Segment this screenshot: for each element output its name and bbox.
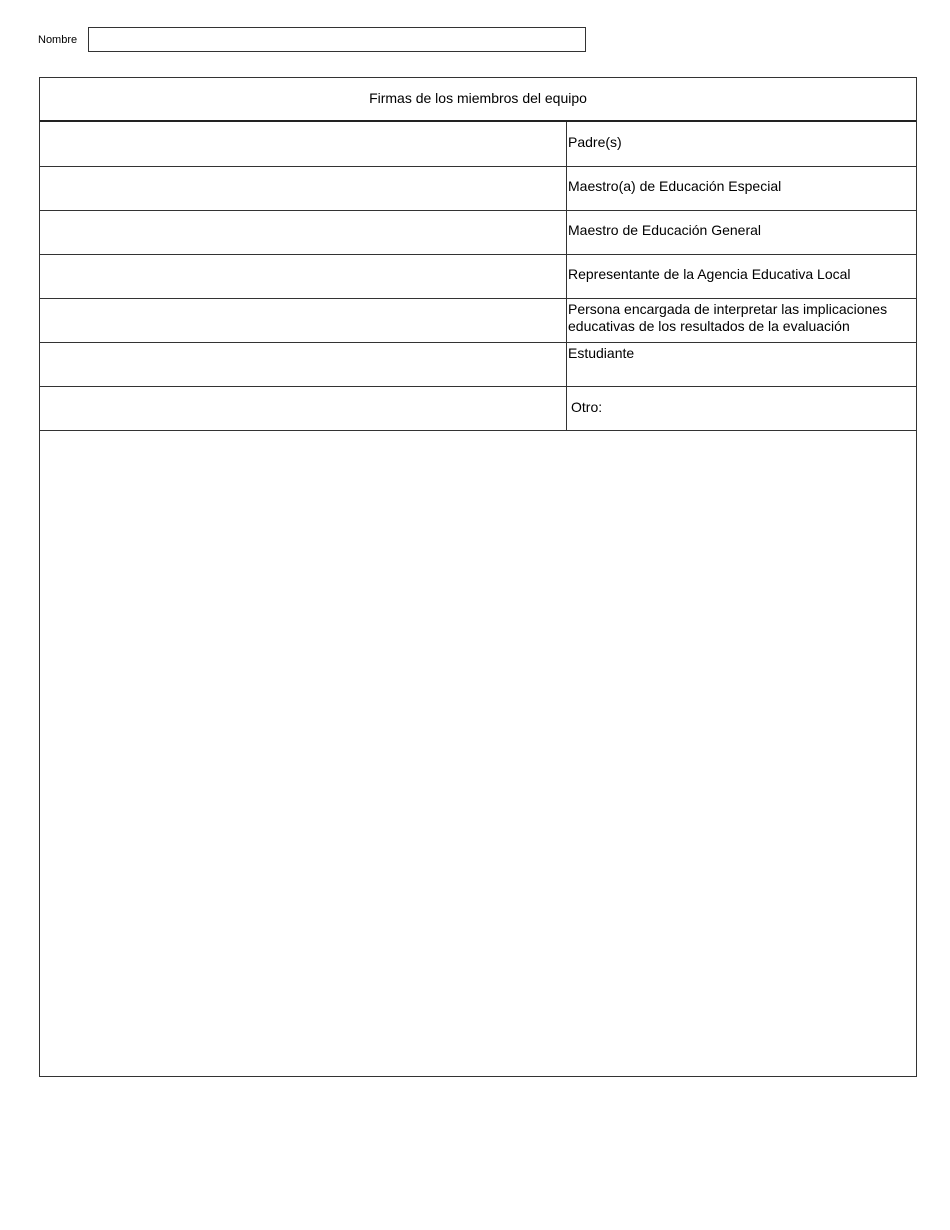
name-input[interactable] <box>88 27 586 52</box>
signature-field[interactable] <box>40 122 567 166</box>
name-label: Nombre <box>38 34 78 46</box>
signature-field[interactable] <box>40 342 567 386</box>
role-label: Representante de la Agencia Educativa Local <box>568 266 851 282</box>
role-label: Estudiante <box>568 345 635 361</box>
signature-field[interactable] <box>40 210 567 254</box>
role-label: Padre(s) <box>568 134 622 150</box>
signature-field[interactable] <box>40 166 567 210</box>
table-row <box>40 122 916 167</box>
signature-field[interactable] <box>40 386 567 430</box>
table-row <box>40 254 916 299</box>
notes-area[interactable] <box>40 430 916 1076</box>
role-label: Maestro de Educación General <box>568 222 761 238</box>
table-title: Firmas de los miembros del equipo <box>40 78 916 122</box>
role-label: Otro: <box>571 399 603 415</box>
table-row <box>40 342 916 387</box>
role-label: Maestro(a) de Educación Especial <box>568 178 782 194</box>
role-label: Persona encargada de interpretar las implicaciones educativas de los resultados de la evaluación <box>568 301 888 334</box>
signatures-table <box>39 77 917 1077</box>
signature-field[interactable] <box>40 254 567 298</box>
table-row <box>40 298 916 343</box>
table-row <box>40 166 916 211</box>
table-row <box>40 386 916 431</box>
table-row <box>40 210 916 255</box>
signature-field[interactable] <box>40 298 567 342</box>
